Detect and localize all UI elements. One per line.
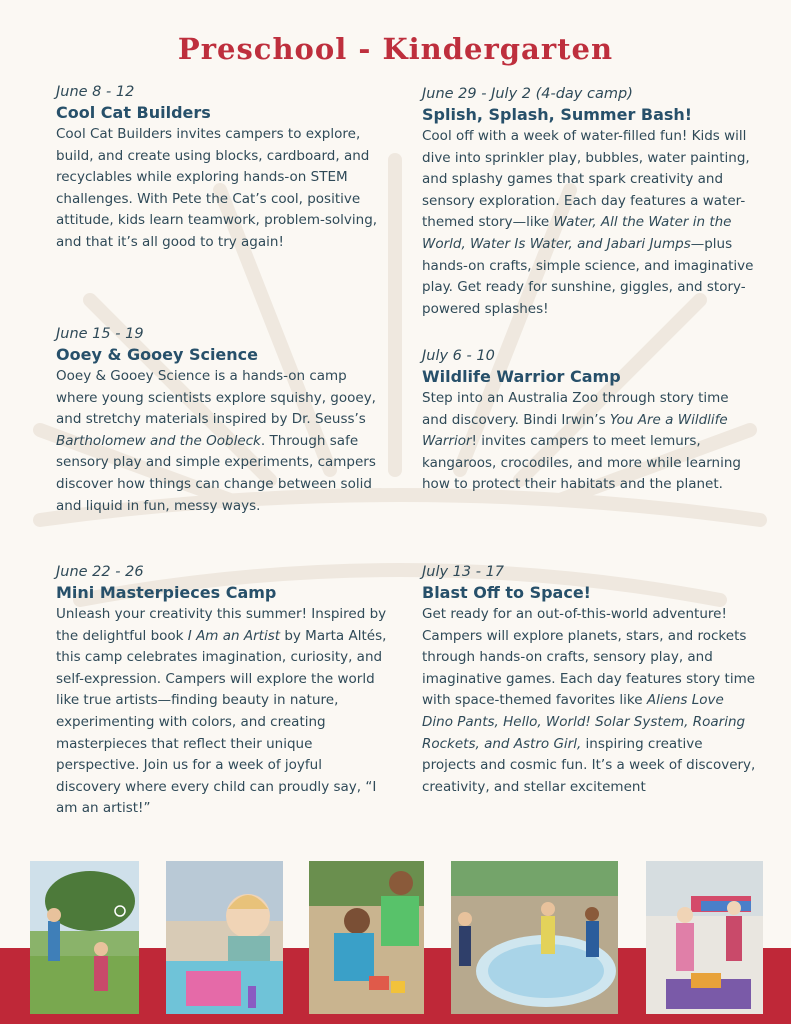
description-text: Cool off with a week of water-filled fun! Kids will dive into sprinkler play, bubbles, water painting, and splashy games that spark creativity and sensory exploration. Each day features a water-themed story—like xyxy=(422,128,750,231)
description-text: Unleash your creativity this summer! Inspired by the delightful book xyxy=(56,606,387,644)
camp-description xyxy=(422,126,757,320)
camp-card xyxy=(56,562,391,820)
camp-card xyxy=(422,346,757,496)
camp-date: June 15 - 19 xyxy=(56,326,144,342)
camp-card xyxy=(422,84,757,320)
camp-date: June 29 - July 2 (4-day camp) xyxy=(422,86,633,102)
camp-card xyxy=(422,562,757,798)
camp-date: June 8 - 12 xyxy=(56,84,135,100)
camp-card xyxy=(56,324,391,517)
description-text: Ooey & Gooey Science is a hands-on camp where young scientists explore squishy, gooey, and stretchy materials inspired by Dr. Seuss’s xyxy=(56,368,376,428)
photo-kids-dress-up xyxy=(646,861,763,1014)
description-text: —plus hands-on crafts, simple science, and imaginative play. Get ready for sunshine, giggles, and story-powered splashes! xyxy=(422,235,754,317)
book-title-text: Water, All the Water in the World, Water Is Water, and Jabari Jumps xyxy=(422,214,732,252)
photo-kids-bubbles-outdoors xyxy=(30,861,139,1014)
book-title-text: Bartholomew and the Oobleck xyxy=(56,432,261,449)
camp-name: Mini Masterpieces Camp xyxy=(56,583,277,602)
camp-date: July 13 - 17 xyxy=(422,564,505,580)
camp-name: Ooey & Gooey Science xyxy=(56,345,259,364)
camp-name: Cool Cat Builders xyxy=(56,103,211,122)
description-text: ! invites campers to meet lemurs, kangaroos, crocodiles, and more while learning how to protect their habitats and the planet. xyxy=(422,433,741,493)
book-title-text: You Are a Wildlife Warrior xyxy=(422,411,728,450)
description-text: . Through safe sensory play and simple experiments, campers discover how things can change between solid and liquid in fun, messy ways. xyxy=(56,432,376,514)
photo-kids-sandbox xyxy=(309,861,424,1014)
camp-name: Splish, Splash, Summer Bash! xyxy=(422,105,693,124)
description-text: Cool Cat Builders invites campers to explore, build, and create using blocks, cardboard, and recyclables while exploring hands-on STEM challenges. With Pete the Cat’s cool, positive attitude, kids learn teamwork, problem-solving, and that it’s all good to try again! xyxy=(56,126,378,250)
description-text: Get ready for an out-of-this-world adventure! Campers will explore planets, stars, and rockets through hands-on crafts, sensory play, and imaginative games. Each day features story time with space-themed favorites like xyxy=(422,606,756,709)
camp-date: June 22 - 26 xyxy=(56,564,144,580)
photo-kids-splash-pool xyxy=(451,861,618,1014)
camp-card xyxy=(56,82,391,254)
camp-description xyxy=(422,604,757,798)
photo-toddler-painting xyxy=(166,861,283,1014)
camp-description xyxy=(56,604,391,820)
camp-description xyxy=(56,366,391,517)
description-text: inspiring creative projects and cosmic fun. It’s a week of discovery, creativity, and stellar excitement xyxy=(422,735,756,795)
camp-description xyxy=(422,388,757,496)
camp-name: Wildlife Warrior Camp xyxy=(422,367,621,386)
description-text: by Marta Altés, this camp celebrates imagination, curiosity, and self-expression. Campers will explore the world like true artists—finding beauty in nature, experimenting with colors, and creating masterpieces that reflect their unique perspective. Join us for a week of joyful discovery where every child can proudly say, “I am an artist!” xyxy=(56,627,387,817)
book-title-text: I Am an Artist xyxy=(187,627,281,644)
camp-description xyxy=(56,124,391,254)
page-title: Preschool - Kindergarten xyxy=(177,32,614,66)
description-text: Step into an Australia Zoo through story time and discovery. Bindi Irwin’s xyxy=(422,390,729,428)
camp-date: July 6 - 10 xyxy=(422,348,495,364)
book-title-text: Aliens Love Dino Pants, Hello, World! Solar System, Roaring Rockets, and Astro Girl, xyxy=(422,692,746,752)
camp-name: Blast Off to Space! xyxy=(422,583,591,602)
